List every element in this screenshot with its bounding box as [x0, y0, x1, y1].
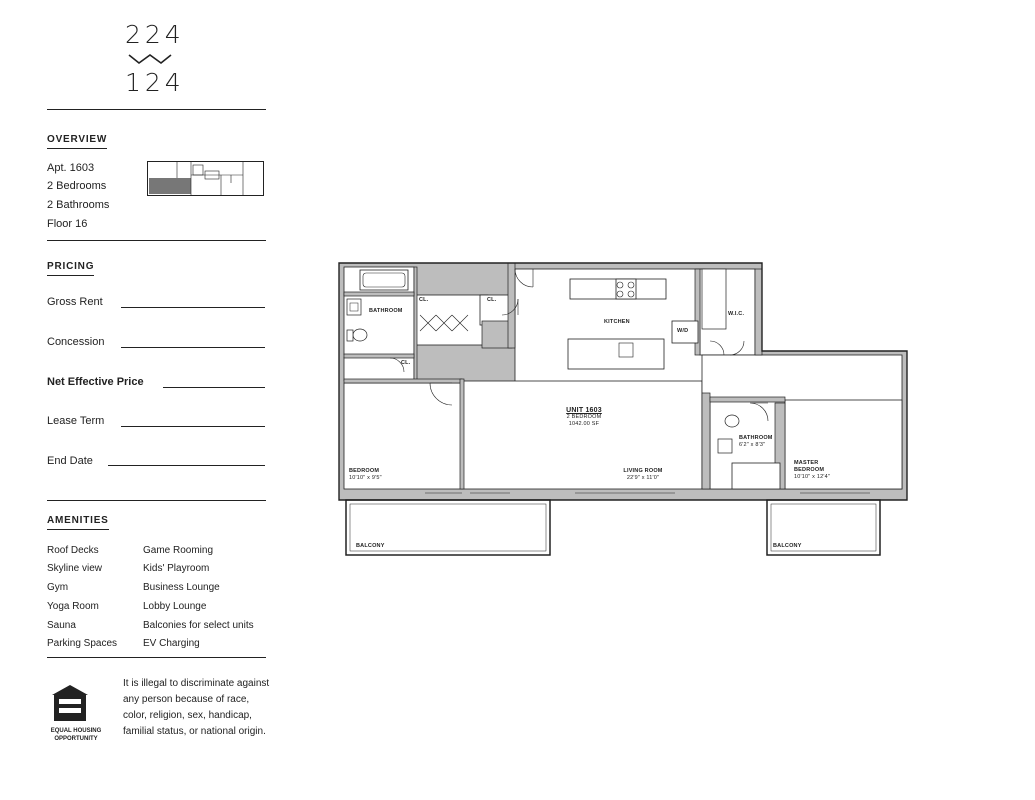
amenity-item: Yoga Room — [47, 601, 99, 612]
amenity-item: Sauna — [47, 620, 76, 631]
bedroom-count: 2 Bedrooms — [47, 180, 107, 192]
walk-in-closet-label: W.I.C. — [728, 311, 745, 317]
bedroom-label: BEDROOM 10'10" x 9'5" — [349, 468, 382, 481]
key-plan-thumbnail — [147, 161, 264, 196]
balcony-label: BALCONY — [356, 543, 385, 549]
net-effective-price-label: Net Effective Price — [47, 376, 144, 388]
concession-field[interactable] — [121, 347, 265, 348]
lease-term-field[interactable] — [121, 426, 265, 427]
floor-number: Floor 16 — [47, 218, 88, 230]
amenity-item: Business Lounge — [143, 582, 220, 593]
floor-plan — [330, 255, 920, 565]
closet-label: CL. — [487, 297, 497, 303]
divider — [47, 240, 266, 241]
washer-dryer-label: W/D — [677, 328, 689, 334]
pricing-heading: PRICING — [47, 261, 94, 276]
overview-heading: OVERVIEW — [47, 134, 107, 149]
living-room-label: LIVING ROOM 22'9" x 11'0" — [623, 468, 663, 481]
info-sidebar — [0, 0, 280, 800]
amenity-item: Roof Decks — [47, 545, 99, 556]
divider — [47, 500, 266, 501]
lease-term-label: Lease Term — [47, 415, 105, 427]
concession-label: Concession — [47, 336, 105, 348]
closet-label: CL. — [419, 297, 429, 303]
divider — [47, 657, 266, 658]
amenity-item: Parking Spaces — [47, 638, 118, 649]
kitchen-label: KITCHEN — [604, 319, 630, 325]
bathroom-count: 2 Bathrooms — [47, 199, 110, 211]
bathroom-2-label: BATHROOM 6'2" x 8'3" — [739, 435, 773, 448]
balcony-label: BALCONY — [773, 543, 802, 549]
master-bedroom-label: MASTER BEDROOM 10'10" x 12'4" — [794, 460, 831, 480]
amenity-item: Balconies for select units — [143, 620, 254, 631]
fair-housing-disclaimer: It is illegal to discriminate against any person because of race, color, religion, sex, handicap, familial status, or national origin. — [123, 678, 270, 737]
logo-bottom-text: 124 — [125, 68, 185, 97]
bathroom-label: BATHROOM — [369, 308, 403, 314]
end-date-label: End Date — [47, 455, 93, 467]
unit-label: UNIT 1603 2 BEDROOM 1042.00 SF — [566, 407, 602, 427]
closet-label: CL. — [401, 360, 411, 366]
amenity-item: Gym — [47, 582, 69, 593]
end-date-field[interactable] — [108, 465, 265, 466]
gross-rent-field[interactable] — [121, 307, 265, 308]
logo-top-text: 224 — [125, 20, 185, 49]
apartment-number: Apt. 1603 — [47, 162, 95, 174]
amenity-item: Lobby Lounge — [143, 601, 207, 612]
divider — [47, 109, 266, 110]
amenity-item: EV Charging — [143, 638, 200, 649]
net-effective-price-field[interactable] — [163, 387, 265, 388]
amenity-item: Game Rooming — [143, 545, 214, 556]
amenity-item: Kids' Playroom — [143, 563, 210, 574]
building-logo — [125, 20, 185, 102]
logo-zigzag-icon — [127, 53, 173, 65]
gross-rent-label: Gross Rent — [47, 296, 103, 308]
amenities-heading: AMENITIES — [47, 515, 109, 530]
amenity-item: Skyline view — [47, 563, 103, 574]
equal-housing-text: EQUAL HOUSING OPPORTUNITY — [50, 728, 102, 742]
